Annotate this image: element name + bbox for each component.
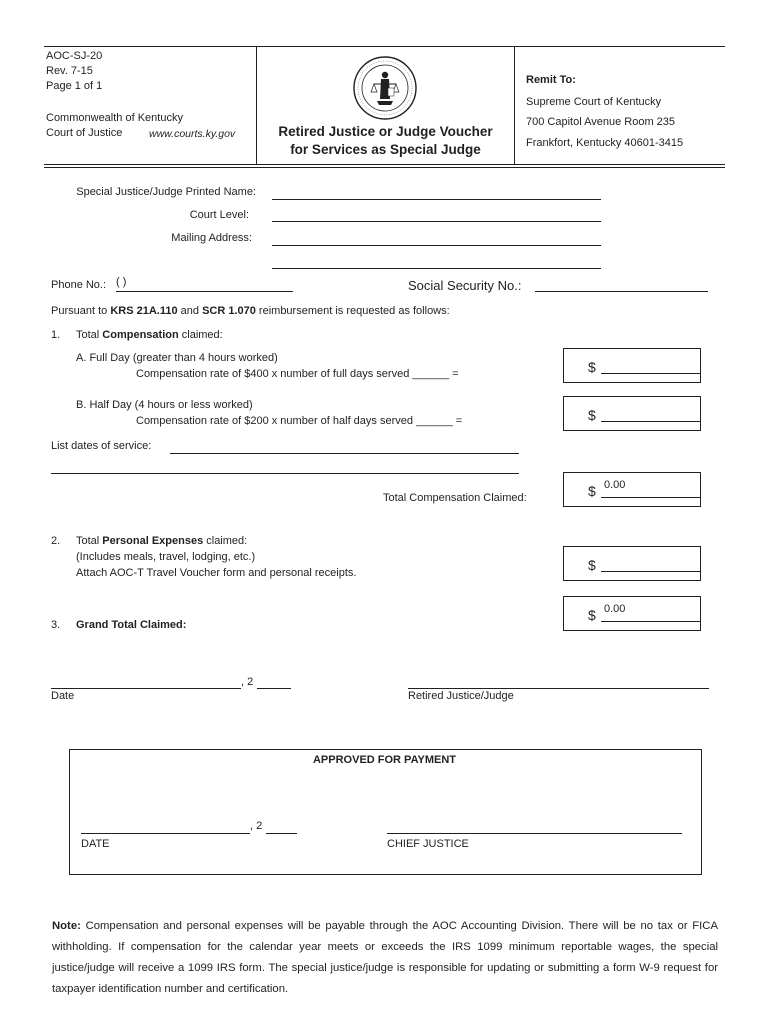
header-top-rule (44, 46, 725, 47)
intro-pre: Pursuant to (51, 305, 111, 317)
mailing-address-field-1[interactable] (272, 245, 601, 246)
ssn-label: Social Security No.: (408, 278, 522, 293)
dollar-sign: $ (588, 557, 596, 573)
retired-judge-label: Retired Justice/Judge (408, 690, 514, 702)
claimant-year-prefix: , 2 (241, 676, 254, 688)
total-compensation-box[interactable] (563, 472, 701, 507)
approval-box (69, 749, 702, 875)
section3-number: 3. (51, 619, 61, 631)
dates-of-service-field-2[interactable] (51, 473, 519, 474)
half-day-rate: Compensation rate of $200 x number of half days served ______ = (136, 415, 463, 427)
chief-justice-label: CHIEF JUSTICE (387, 838, 469, 850)
personal-expenses-box[interactable] (563, 546, 701, 581)
grand-total-amount: 0.00 (604, 603, 626, 615)
approval-date-label: DATE (81, 838, 110, 850)
remit-label: Remit To: (526, 74, 576, 86)
header-bottom-rule-1 (44, 164, 725, 165)
dollar-sign: $ (588, 607, 596, 623)
section2-post: claimed: (203, 535, 248, 547)
approval-date-field[interactable] (81, 833, 250, 834)
section2-number: 2. (51, 535, 61, 547)
intro-and: and (177, 305, 203, 317)
note-label: Note: (52, 920, 81, 932)
form-id: AOC-SJ-20 (46, 50, 103, 62)
remit-line3: Frankfort, Kentucky 40601-3415 (526, 137, 684, 149)
amount-line (601, 497, 700, 498)
ssn-field[interactable] (535, 291, 708, 292)
full-day-amount-box[interactable] (563, 348, 701, 383)
claimant-date-label: Date (51, 690, 75, 702)
dates-of-service-label: List dates of service: (51, 440, 152, 452)
remit-line2: 700 Capitol Avenue Room 235 (526, 116, 676, 128)
section1-heading (76, 329, 223, 341)
form-revision: Rev. 7-15 (46, 65, 93, 77)
amount-line (601, 421, 700, 422)
dates-of-service-field-1[interactable] (170, 453, 519, 454)
approval-year-prefix: , 2 (250, 820, 263, 832)
claimant-date-field[interactable] (51, 688, 241, 689)
krs-citation: KRS 21A.110 (110, 305, 178, 317)
court-seal-icon (352, 55, 418, 121)
total-compensation-amount: 0.00 (604, 479, 626, 491)
court-level-label: Court Level: (189, 209, 249, 221)
org-website[interactable]: www.courts.ky.gov (149, 128, 236, 140)
dollar-sign: $ (588, 407, 596, 423)
full-day-rate: Compensation rate of $400 x number of full days served ______ = (136, 368, 459, 380)
section2-bold: Personal Expenses (102, 535, 204, 547)
grand-total-label: Grand Total Claimed: (76, 619, 187, 631)
chief-justice-signature-field[interactable] (387, 833, 682, 834)
header-divider-right (514, 46, 515, 164)
claimant-year-field[interactable] (257, 688, 291, 689)
amount-line (601, 621, 700, 622)
section1-post: claimed: (178, 329, 223, 341)
full-day-title: A. Full Day (greater than 4 hours worked) (76, 352, 278, 364)
section2-pre: Total (76, 535, 103, 547)
amount-line (601, 571, 700, 572)
amount-line (601, 373, 700, 374)
form-title-line2: for Services as Special Judge (290, 142, 481, 157)
grand-total-box[interactable] (563, 596, 701, 631)
total-compensation-label: Total Compensation Claimed: (383, 492, 527, 504)
section1-pre: Total (76, 329, 103, 341)
half-day-amount-box[interactable] (563, 396, 701, 431)
mailing-address-label: Mailing Address: (171, 232, 252, 244)
page-indicator: Page 1 of 1 (46, 80, 103, 92)
court-level-field[interactable] (272, 221, 601, 222)
org-court: Court of Justice (46, 127, 123, 139)
half-day-title: B. Half Day (4 hours or less worked) (76, 399, 253, 411)
org-name: Commonwealth of Kentucky (46, 112, 183, 124)
dollar-sign: $ (588, 359, 596, 375)
retired-judge-signature-field[interactable] (408, 688, 709, 689)
phone-field[interactable] (116, 291, 293, 292)
statute-intro (51, 305, 450, 317)
note-text: Compensation and personal expenses will be payable through the AOC Accounting Division. There will be no tax or FICA withholding. If compensation for the calendar year meets or exceeds the IRS 1099 minimum reportable wages, the special justice/judge will receive a 1099 IRS form. The special justice/judge is responsible for updating or submitting a form W-9 request for taxpayer identification number and certification. (52, 920, 718, 995)
scr-citation: SCR 1.070 (202, 305, 256, 317)
remit-line1: Supreme Court of Kentucky (526, 96, 662, 108)
note-paragraph (52, 916, 718, 1000)
phone-label: Phone No.: (51, 279, 107, 291)
section1-bold: Compensation (102, 329, 179, 341)
phone-area-code: ( ) (116, 276, 127, 288)
section2-attach: Attach AOC-T Travel Voucher form and personal receipts. (76, 567, 357, 579)
approval-title: APPROVED FOR PAYMENT (312, 754, 457, 766)
section2-heading (76, 535, 247, 547)
form-title-line1: Retired Justice or Judge Voucher (278, 124, 493, 139)
mailing-address-field-2[interactable] (272, 268, 601, 269)
approval-year-field[interactable] (266, 833, 297, 834)
printed-name-label: Special Justice/Judge Printed Name: (76, 186, 256, 198)
section1-number: 1. (51, 329, 61, 341)
header-bottom-rule-2 (44, 167, 725, 168)
printed-name-field[interactable] (272, 199, 601, 200)
section2-includes: (Includes meals, travel, lodging, etc.) (76, 551, 256, 563)
intro-post: reimbursement is requested as follows: (255, 305, 450, 317)
dollar-sign: $ (588, 483, 596, 499)
